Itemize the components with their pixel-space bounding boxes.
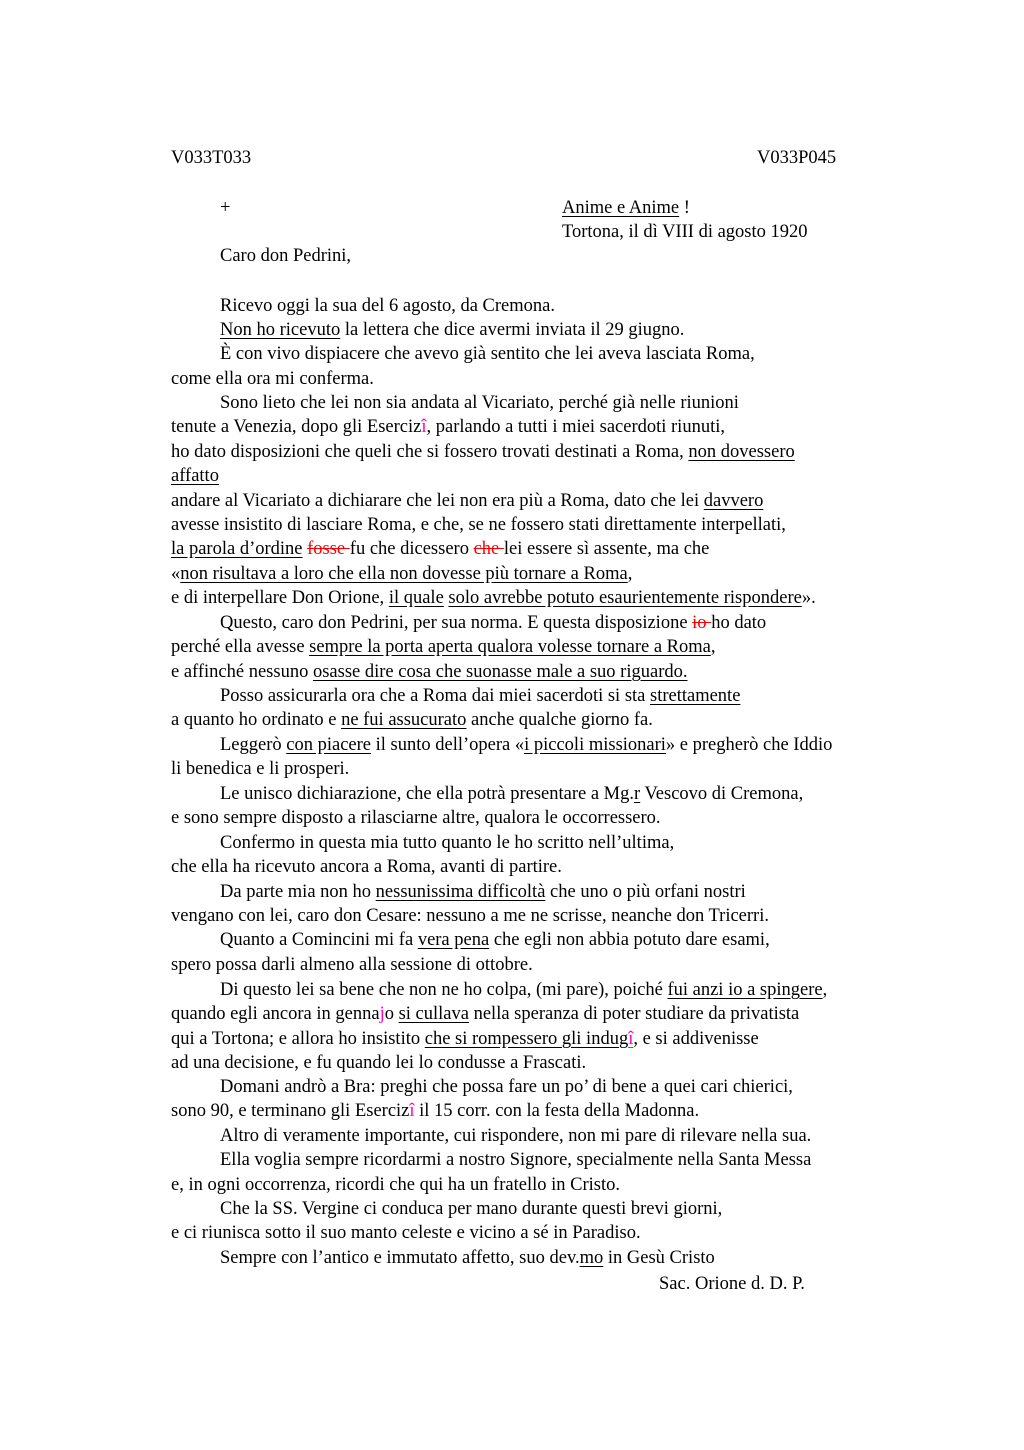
text-segment: Ella voglia sempre ricordarmi a nostro Signore, specialmente nella Santa Messa	[220, 1150, 812, 1170]
underlined-text: davvero	[703, 491, 764, 511]
body-line	[171, 906, 769, 927]
text-segment: come ella ora mi conferma.	[171, 369, 374, 389]
text-segment: Ricevo oggi la sua del 6 agosto, da Cremona.	[220, 296, 555, 316]
underlined-text: la parola d’ordine	[171, 539, 303, 559]
text-segment: , e si addivenisse	[633, 1029, 759, 1049]
underlined-text: il quale	[388, 588, 444, 608]
text-segment: Confermo in questa mia tutto quanto le ho scritto nell’ultima,	[220, 833, 675, 853]
underlined-text: sempre la porta aperta qualora volesse tornare a Roma	[309, 637, 711, 657]
text-segment: che uno o più orfani nostri	[545, 882, 746, 902]
body-line	[171, 637, 715, 658]
body-line	[171, 515, 786, 536]
body-line	[220, 980, 827, 1001]
underlined-text: con piacere	[286, 735, 371, 755]
body-line	[171, 417, 725, 438]
body-line	[220, 344, 755, 365]
body-line	[220, 833, 674, 854]
body-line	[171, 442, 795, 463]
underlined-text: non dovessero	[688, 442, 795, 462]
text-segment: e sono sempre disposto a rilasciarne altre, qualora le occorressero.	[171, 808, 661, 828]
body-line	[220, 1199, 722, 1220]
text-segment: perché ella avesse	[171, 637, 310, 657]
underlined-text: osasse dire cosa che suonasse male a suo riguardo.	[312, 662, 688, 682]
deleted-text: io	[692, 613, 712, 633]
underlined-text: che si rompessero gli indug	[424, 1029, 629, 1049]
body-line	[171, 710, 653, 731]
text-segment: qui a Tortona; e allora ho insistito	[171, 1029, 425, 1049]
body-line	[220, 930, 770, 951]
body-line	[220, 882, 746, 903]
body-line	[171, 662, 687, 683]
text-segment: Sono lieto che lei non sia andata al Vicariato, perché già nelle riunioni	[220, 393, 739, 413]
text-segment: ,	[710, 637, 716, 657]
body-line	[220, 296, 555, 317]
text-segment: tenute a Venezia, dopo gli Eserciz	[171, 417, 422, 437]
motto-suffix: !	[679, 198, 690, 218]
body-line	[171, 808, 661, 829]
text-segment: avesse insistito di lasciare Roma, e che, se ne fossero stati direttamente interpellati,	[171, 515, 786, 535]
body-line	[220, 1126, 811, 1147]
text-segment: , parlando a tutti i miei sacerdoti riunuti,	[426, 417, 725, 437]
highlighted-char: î	[421, 417, 427, 437]
text-segment: Sempre con l’antico e immutato affetto, suo dev.	[220, 1248, 580, 1268]
body-line	[171, 955, 533, 976]
underlined-text: strettamente	[650, 686, 741, 706]
text-segment: ,	[627, 564, 633, 584]
body-line	[171, 1175, 620, 1196]
dateline: Tortona, il dì VIII di agosto 1920	[562, 222, 808, 242]
body-line	[220, 1077, 793, 1098]
text-segment: spero possa darli almeno alla sessione di ottobre.	[171, 955, 533, 975]
text-segment: ».	[801, 588, 816, 608]
document-code-right: V033P045	[757, 148, 837, 168]
text-segment: Leggerò	[220, 735, 287, 755]
text-segment: andare al Vicariato a dichiarare che lei non era più a Roma, dato che lei	[171, 491, 704, 511]
text-segment: il sunto dell’opera «	[371, 735, 525, 755]
underlined-text: mo	[579, 1248, 604, 1268]
text-segment: nella speranza di poter studiare da privatista	[468, 1004, 800, 1024]
text-segment: «	[171, 564, 181, 584]
body-line	[220, 613, 766, 634]
text-segment: che egli non abbia potuto dare esami,	[489, 930, 770, 950]
body-line	[171, 539, 709, 560]
highlighted-char: j	[379, 1004, 385, 1024]
highlighted-char: î	[628, 1029, 634, 1049]
text-segment: fu che dicessero	[349, 539, 474, 559]
text-segment: lei essere sì assente, ma che	[503, 539, 710, 559]
underlined-text: Non ho ricevuto	[220, 320, 341, 340]
body-line	[171, 1004, 799, 1025]
deleted-text: fosse	[307, 539, 350, 559]
text-segment: È con vivo dispiacere che avevo già sentito che lei aveva lasciata Roma,	[220, 344, 755, 364]
body-line	[171, 1101, 699, 1122]
text-segment: Domani andrò a Bra: preghi che possa fare un po’ di bene a quei cari chierici,	[220, 1077, 793, 1097]
text-segment: Altro di veramente importante, cui rispondere, non mi pare di rilevare nella sua.	[220, 1126, 812, 1146]
text-segment: e, in ogni occorrenza, ricordi che qui ha un fratello in Cristo.	[171, 1175, 620, 1195]
text-segment: quando egli ancora in genna	[171, 1004, 380, 1024]
text-segment: li benedica e li prosperi.	[171, 759, 350, 779]
text-segment: che ella ha ricevuto ancora a Roma, avanti di partire.	[171, 857, 562, 877]
text-segment: in Gesù Cristo	[603, 1248, 715, 1268]
text-segment: Che la SS. Vergine ci conduca per mano durante questi brevi giorni,	[220, 1199, 723, 1219]
text-segment: o	[384, 1004, 399, 1024]
text-segment: il 15 corr. con la festa della Madonna.	[414, 1101, 700, 1121]
text-segment: Le unisco dichiarazione, che ella potrà presentare a Mg.	[220, 784, 635, 804]
text-segment: la lettera che dice avermi inviata il 29 giugno.	[340, 320, 685, 340]
body-line	[220, 784, 803, 805]
underlined-text: affatto	[171, 466, 219, 486]
body-line	[171, 1029, 759, 1050]
underlined-text: solo avrebbe potuto esaurientemente rispondere	[448, 588, 802, 608]
body-line	[171, 1053, 586, 1074]
motto	[562, 198, 690, 219]
body-line	[220, 1150, 811, 1171]
text-segment: ho dato	[711, 613, 767, 633]
text-segment: ad una decisione, e fu quando lei lo condusse a Frascati.	[171, 1053, 587, 1073]
underlined-text: si cullava	[398, 1004, 469, 1024]
signature: Sac. Orione d. D. P.	[659, 1274, 805, 1294]
underlined-text: i piccoli missionari	[524, 735, 666, 755]
text-segment	[171, 1101, 699, 1121]
underlined-text: r	[634, 784, 641, 804]
text-segment: Posso assicurarla ora che a Roma dai miei sacerdoti si sta	[220, 686, 650, 706]
motto-text: Anime e Anime	[562, 198, 680, 218]
text-segment: Questo, caro don Pedrini, per sua norma. E questa disposizione	[220, 613, 693, 633]
text-segment: ,	[822, 980, 828, 1000]
body-line	[171, 1223, 641, 1244]
body-line	[220, 1248, 715, 1269]
text-segment: e di interpellare Don Orione,	[171, 588, 389, 608]
deleted-text: che	[473, 539, 504, 559]
text-segment: ho dato disposizioni che queli che si fossero trovati destinati a Roma,	[171, 442, 689, 462]
text-segment: » e pregherò che Iddio	[665, 735, 833, 755]
text-segment: vengano con lei, caro don Cesare: nessuno a me ne scrisse, neanche don Tricerri.	[171, 906, 769, 926]
text-segment: sono 90, e terminano gli Eserciz	[171, 1101, 410, 1121]
body-line	[171, 466, 219, 487]
body-line	[171, 759, 349, 780]
body-line	[171, 857, 562, 878]
text-segment: a quanto ho ordinato e	[171, 710, 342, 730]
underlined-text: vera pena	[417, 930, 490, 950]
body-line	[171, 491, 763, 512]
body-line	[220, 735, 832, 756]
underlined-text: non risultava a loro che ella non dovesse più tornare a Roma	[180, 564, 628, 584]
underlined-text: nessunissima difficoltà	[375, 882, 546, 902]
body-line	[171, 369, 374, 390]
body-line	[220, 686, 740, 707]
text-segment: Di questo lei sa bene che non ne ho colpa, (mi pare), poiché	[220, 980, 668, 1000]
underlined-text: ne fui assucurato	[341, 710, 467, 730]
salutation: Caro don Pedrini,	[220, 246, 352, 266]
body-line	[220, 393, 739, 414]
underlined-text: fui anzi io a spingere	[667, 980, 823, 1000]
text-segment: Da parte mia non ho	[220, 882, 376, 902]
text-segment: anche qualche giorno fa.	[466, 710, 653, 730]
text-segment: Quanto a Comincini mi fa	[220, 930, 418, 950]
body-line	[220, 320, 684, 341]
body-line	[171, 564, 632, 585]
document-code-left: V033T033	[171, 148, 252, 168]
text-segment	[171, 417, 426, 437]
text-segment: Vescovo di Cremona,	[640, 784, 804, 804]
highlighted-char: î	[409, 1101, 415, 1121]
body-line	[171, 588, 816, 609]
text-segment: e ci riunisca sotto il suo manto celeste e vicino a sé in Paradiso.	[171, 1223, 641, 1243]
text-segment: e affinché nessuno	[171, 662, 313, 682]
cross-mark: +	[220, 198, 231, 218]
